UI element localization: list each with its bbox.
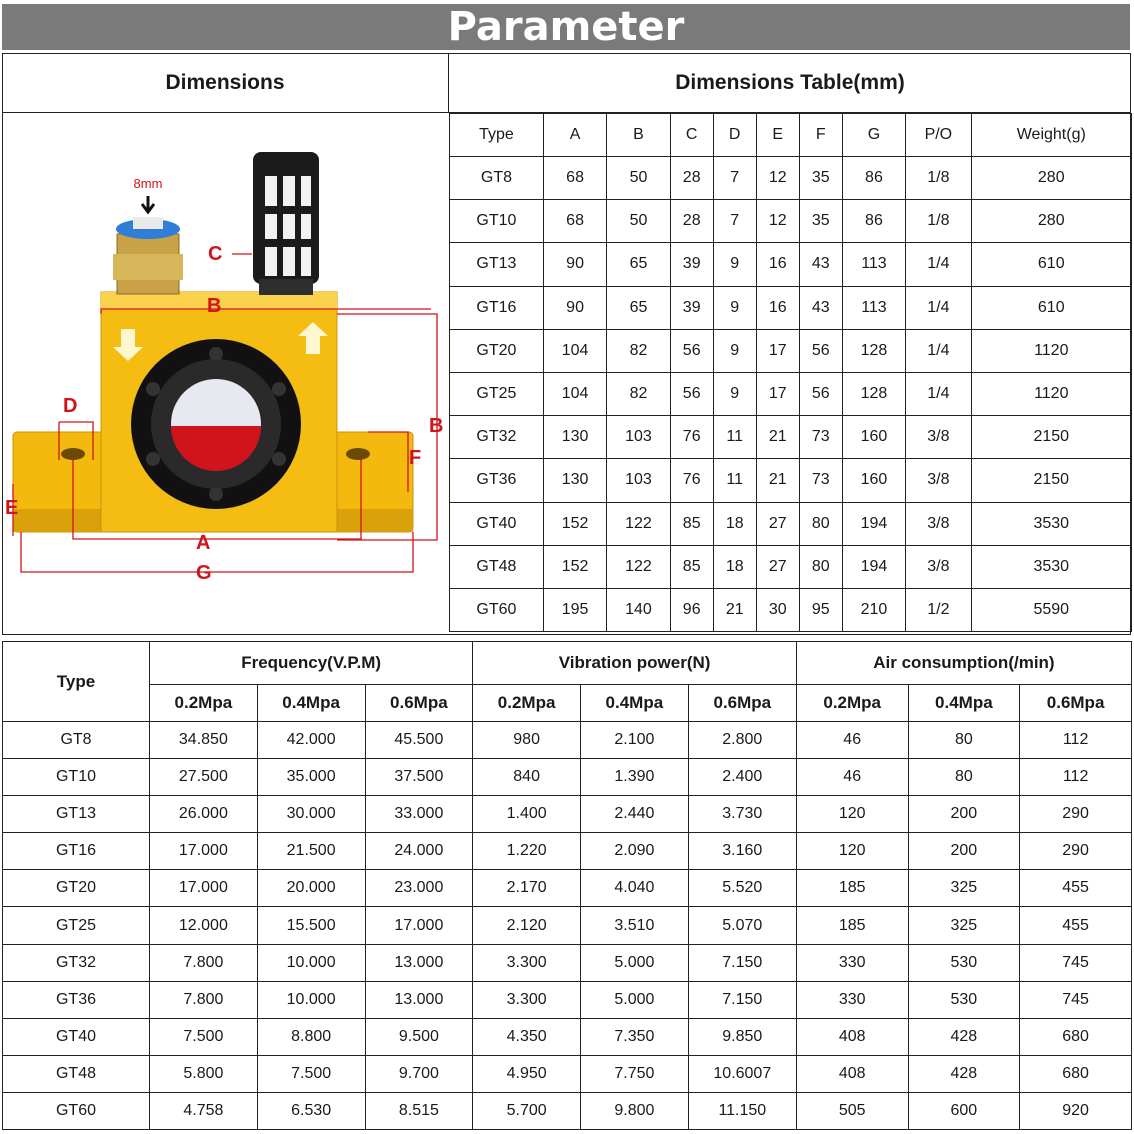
table-row xyxy=(3,907,1132,944)
table-cell: 610 xyxy=(971,286,1131,329)
pressure-header: 0.2Mpa xyxy=(150,685,258,722)
table-cell: 96 xyxy=(670,588,713,631)
table-cell: 21 xyxy=(713,588,756,631)
table-cell: 80 xyxy=(799,545,842,588)
table-cell: 600 xyxy=(908,1092,1020,1129)
table-cell: 86 xyxy=(842,200,905,243)
label-c: C xyxy=(208,243,223,265)
table-cell: 7.750 xyxy=(581,1055,689,1092)
table-cell: GT16 xyxy=(3,833,150,870)
table-cell: 9 xyxy=(713,286,756,329)
table-row xyxy=(450,200,1132,243)
table-cell: 5.800 xyxy=(150,1055,258,1092)
table-cell: GT13 xyxy=(3,796,150,833)
table-cell: 280 xyxy=(971,200,1131,243)
mount-hole-left xyxy=(61,448,85,460)
table-row xyxy=(3,1092,1132,1129)
label-b-top: B xyxy=(207,295,222,317)
inlet-size-label: 8mm xyxy=(133,176,163,191)
table-cell: 120 xyxy=(796,796,908,833)
table-cell: 3.300 xyxy=(473,944,581,981)
table-cell: 11 xyxy=(713,459,756,502)
table-cell: 80 xyxy=(908,759,1020,796)
dimensions-table-header: Dimensions Table(mm) xyxy=(449,53,1131,113)
pressure-header: 0.6Mpa xyxy=(1020,685,1132,722)
table-cell: 11 xyxy=(713,416,756,459)
table-cell: 50 xyxy=(607,157,670,200)
pressure-header: 0.2Mpa xyxy=(796,685,908,722)
table-cell: 103 xyxy=(607,416,670,459)
table-cell: 39 xyxy=(670,286,713,329)
table-cell: 76 xyxy=(670,416,713,459)
table-cell: 140 xyxy=(607,588,670,631)
table-cell: 33.000 xyxy=(365,796,473,833)
table-cell: 82 xyxy=(607,329,670,372)
table-cell: 330 xyxy=(796,981,908,1018)
mount-hole-right xyxy=(346,448,370,460)
table-cell: 17 xyxy=(756,372,799,415)
table-cell: 113 xyxy=(842,286,905,329)
table-cell: 7.350 xyxy=(581,1018,689,1055)
table-cell: 428 xyxy=(908,1055,1020,1092)
table-cell: 152 xyxy=(543,545,606,588)
table-cell: 104 xyxy=(543,329,606,372)
pressure-header: 0.4Mpa xyxy=(581,685,689,722)
table-cell: 56 xyxy=(670,329,713,372)
table-cell: 43 xyxy=(799,243,842,286)
table-cell: 408 xyxy=(796,1055,908,1092)
table-cell: 428 xyxy=(908,1018,1020,1055)
table-cell: 1.390 xyxy=(581,759,689,796)
dim-col-header: A xyxy=(543,114,606,157)
table-cell: 185 xyxy=(796,907,908,944)
table-cell: 17 xyxy=(756,329,799,372)
table-cell: 290 xyxy=(1020,833,1132,870)
table-row xyxy=(450,329,1132,372)
label-f: F xyxy=(409,447,422,469)
table-cell: 104 xyxy=(543,372,606,415)
table-cell: 16 xyxy=(756,286,799,329)
label-b-right: B xyxy=(429,415,444,437)
table-cell: 5.520 xyxy=(688,870,796,907)
table-cell: 28 xyxy=(670,157,713,200)
table-cell: GT36 xyxy=(450,459,544,502)
table-cell: 505 xyxy=(796,1092,908,1129)
table-cell: 5.070 xyxy=(688,907,796,944)
table-cell: 194 xyxy=(842,502,905,545)
table-cell: GT8 xyxy=(3,722,150,759)
table-cell: 7.150 xyxy=(688,944,796,981)
table-cell: 16 xyxy=(756,243,799,286)
dim-col-header: Type xyxy=(450,114,544,157)
table-cell: 85 xyxy=(670,545,713,588)
group-header-row xyxy=(3,642,1132,685)
table-cell: 7 xyxy=(713,157,756,200)
table-cell: 11.150 xyxy=(688,1092,796,1129)
table-cell: GT8 xyxy=(450,157,544,200)
table-cell: 4.040 xyxy=(581,870,689,907)
table-cell: 1/4 xyxy=(906,243,971,286)
table-cell: 160 xyxy=(842,416,905,459)
table-row xyxy=(3,944,1132,981)
table-cell: 17.000 xyxy=(150,833,258,870)
table-cell: 17.000 xyxy=(150,870,258,907)
table-cell: 8.800 xyxy=(257,1018,365,1055)
label-d: D xyxy=(63,395,78,417)
frequency-header: Frequency(V.P.M) xyxy=(150,642,473,685)
table-cell: 76 xyxy=(670,459,713,502)
table-cell: 15.500 xyxy=(257,907,365,944)
table-cell: 3/8 xyxy=(906,459,971,502)
table-cell: 73 xyxy=(799,459,842,502)
page-title: Parameter xyxy=(2,4,1130,50)
pressure-header: 0.2Mpa xyxy=(473,685,581,722)
table-cell: 7.500 xyxy=(257,1055,365,1092)
table-cell: GT10 xyxy=(3,759,150,796)
dim-col-header: D xyxy=(713,114,756,157)
table-cell: 130 xyxy=(543,416,606,459)
table-cell: 1/4 xyxy=(906,329,971,372)
table-cell: 290 xyxy=(1020,796,1132,833)
table-row xyxy=(3,981,1132,1018)
table-cell: 34.850 xyxy=(150,722,258,759)
table-cell: 280 xyxy=(971,157,1131,200)
table-cell: 2.440 xyxy=(581,796,689,833)
table-cell: 27.500 xyxy=(150,759,258,796)
table-cell: 6.530 xyxy=(257,1092,365,1129)
table-cell: 2.100 xyxy=(581,722,689,759)
table-cell: 39 xyxy=(670,243,713,286)
table-cell: GT20 xyxy=(450,329,544,372)
table-cell: 73 xyxy=(799,416,842,459)
table-cell: 128 xyxy=(842,329,905,372)
dim-col-header: F xyxy=(799,114,842,157)
table-cell: 80 xyxy=(908,722,1020,759)
table-cell: GT36 xyxy=(3,981,150,1018)
table-cell: 9.850 xyxy=(688,1018,796,1055)
table-cell: 455 xyxy=(1020,870,1132,907)
label-g: G xyxy=(196,562,212,584)
table-cell: 35 xyxy=(799,200,842,243)
table-cell: 610 xyxy=(971,243,1131,286)
table-cell: 5.000 xyxy=(581,981,689,1018)
table-cell: GT20 xyxy=(3,870,150,907)
table-row xyxy=(450,416,1132,459)
table-cell: 408 xyxy=(796,1018,908,1055)
table-cell: GT48 xyxy=(3,1055,150,1092)
table-cell: 7.500 xyxy=(150,1018,258,1055)
table-cell: 3.510 xyxy=(581,907,689,944)
table-cell: 21 xyxy=(756,459,799,502)
table-cell: 65 xyxy=(607,286,670,329)
table-cell: 4.758 xyxy=(150,1092,258,1129)
table-cell: 20.000 xyxy=(257,870,365,907)
table-cell: 3.730 xyxy=(688,796,796,833)
table-cell: 3.160 xyxy=(688,833,796,870)
table-row xyxy=(450,545,1132,588)
table-cell: 210 xyxy=(842,588,905,631)
table-cell: 45.500 xyxy=(365,722,473,759)
table-row xyxy=(3,870,1132,907)
table-cell: 43 xyxy=(799,286,842,329)
table-cell: 5.700 xyxy=(473,1092,581,1129)
table-cell: 530 xyxy=(908,981,1020,1018)
table-cell: 30 xyxy=(756,588,799,631)
table-cell: 113 xyxy=(842,243,905,286)
table-cell: 1.400 xyxy=(473,796,581,833)
table-cell: 195 xyxy=(543,588,606,631)
table-cell: 4.350 xyxy=(473,1018,581,1055)
table-cell: 745 xyxy=(1020,981,1132,1018)
table-cell: 10.000 xyxy=(257,944,365,981)
table-cell: 122 xyxy=(607,545,670,588)
table-row xyxy=(450,286,1132,329)
table-cell: 103 xyxy=(607,459,670,502)
table-cell: GT32 xyxy=(450,416,544,459)
table-cell: 1/2 xyxy=(906,588,971,631)
table-cell: 12 xyxy=(756,200,799,243)
table-cell: 35 xyxy=(799,157,842,200)
table-cell: 7.800 xyxy=(150,944,258,981)
dimensions-header-row xyxy=(450,114,1132,157)
vibration-power-header: Vibration power(N) xyxy=(473,642,797,685)
table-cell: 120 xyxy=(796,833,908,870)
table-cell: 200 xyxy=(908,796,1020,833)
table-cell: GT25 xyxy=(3,907,150,944)
table-cell: 325 xyxy=(908,870,1020,907)
table-cell: 10.6007 xyxy=(688,1055,796,1092)
table-cell: 9 xyxy=(713,372,756,415)
table-cell: 680 xyxy=(1020,1018,1132,1055)
table-cell: 3/8 xyxy=(906,502,971,545)
table-cell: 112 xyxy=(1020,722,1132,759)
table-cell: 27 xyxy=(756,502,799,545)
table-cell: 68 xyxy=(543,157,606,200)
table-cell: 9.500 xyxy=(365,1018,473,1055)
table-cell: 46 xyxy=(796,759,908,796)
table-cell: 9 xyxy=(713,329,756,372)
table-cell: 5.000 xyxy=(581,944,689,981)
dim-col-header: P/O xyxy=(906,114,971,157)
table-row xyxy=(450,588,1132,631)
table-row xyxy=(450,243,1132,286)
table-cell: GT13 xyxy=(450,243,544,286)
table-cell: 3/8 xyxy=(906,545,971,588)
table-cell: 194 xyxy=(842,545,905,588)
label-e: E xyxy=(5,497,19,519)
table-cell: 3.300 xyxy=(473,981,581,1018)
dim-col-header: E xyxy=(756,114,799,157)
table-row xyxy=(450,459,1132,502)
table-cell: GT16 xyxy=(450,286,544,329)
table-cell: 27 xyxy=(756,545,799,588)
table-cell: 23.000 xyxy=(365,870,473,907)
table-cell: GT40 xyxy=(3,1018,150,1055)
dimensions-header: Dimensions xyxy=(2,53,449,113)
table-row xyxy=(450,157,1132,200)
table-cell: 2.400 xyxy=(688,759,796,796)
table-row xyxy=(3,833,1132,870)
table-cell: 90 xyxy=(543,286,606,329)
table-cell: 7.150 xyxy=(688,981,796,1018)
pressure-header: 0.4Mpa xyxy=(257,685,365,722)
table-cell: 152 xyxy=(543,502,606,545)
table-cell: 56 xyxy=(670,372,713,415)
table-cell: 530 xyxy=(908,944,1020,981)
table-row xyxy=(450,502,1132,545)
table-cell: 56 xyxy=(799,329,842,372)
table-cell: 21 xyxy=(756,416,799,459)
inlet-arrow-icon xyxy=(142,196,154,212)
table-cell: 2.090 xyxy=(581,833,689,870)
table-cell: 185 xyxy=(796,870,908,907)
table-cell: 35.000 xyxy=(257,759,365,796)
table-row xyxy=(3,722,1132,759)
table-cell: 85 xyxy=(670,502,713,545)
table-cell: 9.800 xyxy=(581,1092,689,1129)
table-cell: 130 xyxy=(543,459,606,502)
table-cell: 5590 xyxy=(971,588,1131,631)
table-cell: 3530 xyxy=(971,502,1131,545)
table-cell: 8.515 xyxy=(365,1092,473,1129)
vibrator-diagram xyxy=(3,114,448,634)
dimensions-table xyxy=(449,113,1132,632)
table-cell: 95 xyxy=(799,588,842,631)
table-cell: 13.000 xyxy=(365,981,473,1018)
table-cell: 21.500 xyxy=(257,833,365,870)
table-cell: 7.800 xyxy=(150,981,258,1018)
table-cell: 455 xyxy=(1020,907,1132,944)
table-row xyxy=(3,796,1132,833)
table-cell: GT48 xyxy=(450,545,544,588)
table-cell: 80 xyxy=(799,502,842,545)
table-cell: GT40 xyxy=(450,502,544,545)
table-cell: 128 xyxy=(842,372,905,415)
table-row xyxy=(3,1055,1132,1092)
air-consumption-header: Air consumption(/min) xyxy=(796,642,1131,685)
table-cell: 3530 xyxy=(971,545,1131,588)
table-cell: 7 xyxy=(713,200,756,243)
table-cell: 50 xyxy=(607,200,670,243)
table-cell: 26.000 xyxy=(150,796,258,833)
table-cell: 2150 xyxy=(971,416,1131,459)
performance-table xyxy=(2,641,1132,1130)
table-cell: GT25 xyxy=(450,372,544,415)
table-cell: 920 xyxy=(1020,1092,1132,1129)
table-cell: 18 xyxy=(713,545,756,588)
table-cell: GT32 xyxy=(3,944,150,981)
table-row xyxy=(3,1018,1132,1055)
table-cell: 980 xyxy=(473,722,581,759)
table-cell: 9.700 xyxy=(365,1055,473,1092)
table-cell: 2.170 xyxy=(473,870,581,907)
table-cell: 17.000 xyxy=(365,907,473,944)
dim-col-header: Weight(g) xyxy=(971,114,1131,157)
table-cell: 12 xyxy=(756,157,799,200)
table-cell: GT10 xyxy=(450,200,544,243)
table-cell: 840 xyxy=(473,759,581,796)
table-cell: GT60 xyxy=(450,588,544,631)
table-cell: 10.000 xyxy=(257,981,365,1018)
table-cell: 330 xyxy=(796,944,908,981)
dim-col-header: B xyxy=(607,114,670,157)
table-cell: 745 xyxy=(1020,944,1132,981)
table-cell: 1.220 xyxy=(473,833,581,870)
table-cell: 28 xyxy=(670,200,713,243)
table-cell: 160 xyxy=(842,459,905,502)
table-cell: 56 xyxy=(799,372,842,415)
table-cell: 42.000 xyxy=(257,722,365,759)
table-cell: 1/4 xyxy=(906,372,971,415)
table-cell: 2.120 xyxy=(473,907,581,944)
pressure-header: 0.6Mpa xyxy=(688,685,796,722)
pressure-header-row xyxy=(3,685,1132,722)
table-cell: 13.000 xyxy=(365,944,473,981)
table-cell: 86 xyxy=(842,157,905,200)
table-cell: 12.000 xyxy=(150,907,258,944)
table-cell: 680 xyxy=(1020,1055,1132,1092)
table-cell: 112 xyxy=(1020,759,1132,796)
table-cell: 46 xyxy=(796,722,908,759)
table-cell: 2.800 xyxy=(688,722,796,759)
table-cell: 325 xyxy=(908,907,1020,944)
type-header: Type xyxy=(3,642,150,722)
table-cell: 82 xyxy=(607,372,670,415)
table-cell: 122 xyxy=(607,502,670,545)
pressure-header: 0.6Mpa xyxy=(365,685,473,722)
table-row xyxy=(3,759,1132,796)
dim-col-header: G xyxy=(842,114,905,157)
table-cell: 9 xyxy=(713,243,756,286)
table-cell: 68 xyxy=(543,200,606,243)
table-cell: 1/8 xyxy=(906,200,971,243)
table-cell: 24.000 xyxy=(365,833,473,870)
dim-col-header: C xyxy=(670,114,713,157)
table-cell: GT60 xyxy=(3,1092,150,1129)
table-cell: 1/4 xyxy=(906,286,971,329)
table-cell: 2150 xyxy=(971,459,1131,502)
pressure-header: 0.4Mpa xyxy=(908,685,1020,722)
table-cell: 200 xyxy=(908,833,1020,870)
table-cell: 3/8 xyxy=(906,416,971,459)
table-cell: 1/8 xyxy=(906,157,971,200)
table-cell: 18 xyxy=(713,502,756,545)
table-cell: 30.000 xyxy=(257,796,365,833)
table-cell: 1120 xyxy=(971,329,1131,372)
table-cell: 37.500 xyxy=(365,759,473,796)
table-cell: 1120 xyxy=(971,372,1131,415)
table-cell: 90 xyxy=(543,243,606,286)
label-a: A xyxy=(196,532,211,554)
table-cell: 65 xyxy=(607,243,670,286)
table-row xyxy=(450,372,1132,415)
table-cell: 4.950 xyxy=(473,1055,581,1092)
